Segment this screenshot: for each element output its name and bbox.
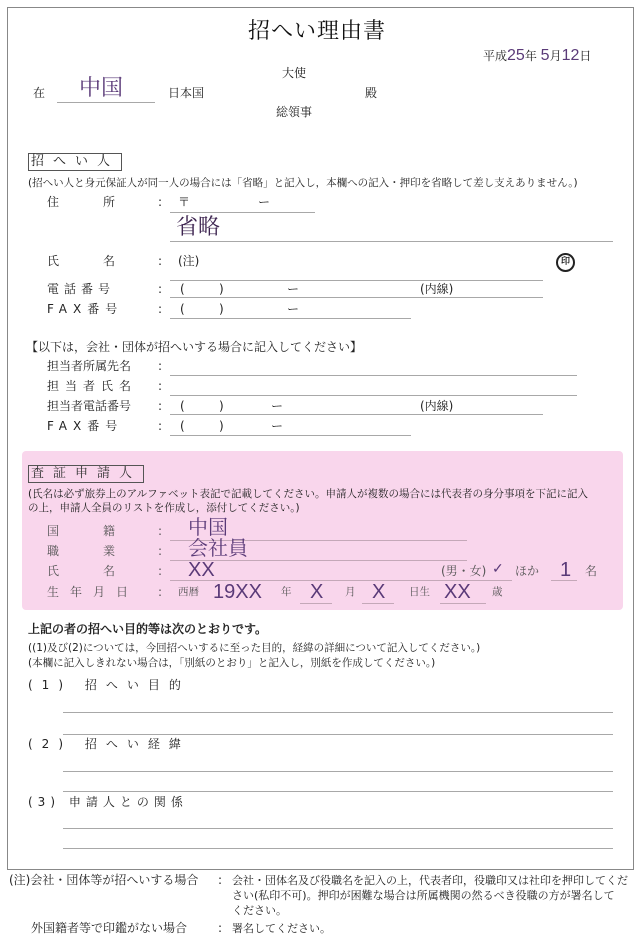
age-unit: 歳 [492, 586, 503, 598]
footnote-text1-line2: さい(私印不可)。押印が困難な場合は所属機関の然るべき役職の方が署名して [232, 889, 615, 902]
gender-check-mark-icon: ✓ [492, 560, 504, 576]
fax-dash: ー [287, 302, 300, 316]
footnote-text1-line1: 会社・団体名及び役職名を記入の上，代表者印，役職印又は社印を押印してくだ [232, 874, 628, 887]
birth-month-line [300, 603, 332, 604]
addressee-japan: 日本国 [168, 86, 205, 100]
addressee-honorific: 殿 [365, 86, 378, 100]
addressee-country[interactable]: 中国 [79, 75, 124, 100]
company-fax-line[interactable] [170, 435, 411, 436]
company-phone-line[interactable] [170, 414, 543, 415]
occupation-label: 職 業 [47, 544, 118, 558]
purpose-item3-line2[interactable] [63, 848, 613, 849]
inviter-fax-label: FAX番号 [47, 302, 124, 316]
form-title: 招へい理由書 [248, 19, 387, 44]
nationality-label: 国 籍 [47, 524, 118, 538]
address-line [170, 241, 613, 242]
company-affiliation-label: 担当者所属先名 [47, 359, 132, 373]
footnote-text1-line3: ください。 [232, 904, 287, 917]
colon: : [158, 359, 163, 373]
purpose-item3-line1[interactable] [63, 828, 613, 829]
birth-era: 西暦 [178, 586, 199, 598]
purpose-note1: ((1)及び(2)については，今回招へいするに至った目的，経緯の詳細について記入してください。) [28, 642, 481, 654]
inviter-name-line[interactable] [170, 280, 543, 281]
colon: : [158, 302, 163, 316]
address-value[interactable]: 省略 [176, 214, 221, 239]
date [483, 47, 591, 65]
date-day-unit: 日 [579, 49, 592, 63]
inviter-phone-line[interactable] [170, 297, 543, 298]
purpose-item2-label: (2) 招へい経緯 [28, 737, 190, 751]
date-month-unit: 月 [549, 49, 562, 63]
addressee-prefix: 在 [33, 86, 46, 100]
year-unit: 年 [281, 586, 292, 598]
applicant-name-label: 氏 名 [47, 564, 118, 578]
day-unit: 日生 [409, 586, 430, 598]
phone-dash: ー [271, 399, 284, 413]
colon: : [158, 195, 163, 209]
date-year: 25 [507, 47, 525, 64]
seal-icon: 印 [556, 253, 575, 272]
colon: : [158, 282, 163, 296]
addressee-country-line [57, 102, 155, 103]
fax-dash: ー [271, 419, 284, 433]
applicant-heading: 査証申請人 [28, 465, 144, 483]
colon: : [218, 921, 223, 935]
inviter-address-label: 住 所 [47, 195, 118, 209]
footnote-text2: 署名してください。 [232, 922, 331, 935]
paren-close: ) [219, 419, 224, 433]
birth-day[interactable]: X [372, 581, 386, 603]
applicant-note-line2: の上，申請人全員のリストを作成し，添付してください。) [28, 502, 300, 514]
date-era: 平成 [483, 49, 508, 63]
paren-open: ( [180, 302, 185, 316]
postal-mark: 〒 [178, 195, 191, 209]
gender-options[interactable]: (男・女) [441, 564, 487, 578]
others-unit: 名 [585, 564, 598, 578]
date-month: 5 [540, 47, 550, 64]
postal-dash: ー [258, 195, 271, 209]
purpose-item1-line1[interactable] [63, 712, 613, 713]
addressee-consul-general: 総領事 [276, 105, 313, 119]
birth-month[interactable]: X [310, 581, 324, 603]
company-phone-label: 担当者電話番号 [47, 399, 132, 413]
name-note: (注) [178, 254, 200, 268]
phone-dash: ー [287, 282, 300, 296]
birth-day-line [362, 603, 394, 604]
company-fax-label: FAX番号 [47, 419, 124, 433]
paren-close: ) [219, 302, 224, 316]
colon: : [158, 399, 163, 413]
colon: : [158, 379, 163, 393]
purpose-item1-line2[interactable] [63, 734, 613, 735]
applicant-name-value[interactable]: XX [188, 559, 215, 581]
purpose-item3-label: (3) 申請人との関係 [28, 795, 188, 809]
occupation-value[interactable]: 会社員 [188, 538, 248, 560]
paren-open: ( [180, 419, 185, 433]
extension-label: (内線) [420, 399, 454, 413]
paren-open: ( [180, 282, 185, 296]
inviter-note: (招へい人と身元保証人が同一人の場合には「省略」と記入し，本欄への記入・押印を省略して差し支えありません。) [28, 177, 578, 189]
colon: : [158, 544, 163, 558]
colon: : [158, 419, 163, 433]
purpose-intro: 上記の者の招へい目的等は次のとおりです。 [28, 622, 268, 636]
paren-open: ( [180, 399, 185, 413]
company-person-label: 担当者氏名 [47, 379, 138, 393]
purpose-note2: (本欄に記入しきれない場合は，「別紙のとおり」と記入し，別紙を作成してください。) [28, 657, 436, 669]
others-label: ほか [515, 564, 540, 578]
footnote-label1: (注)会社・団体等が招へいする場合 [9, 873, 199, 887]
month-unit: 月 [345, 586, 356, 598]
inviter-heading: 招へい人 [28, 153, 122, 171]
purpose-item2-line1[interactable] [63, 771, 613, 772]
addressee-ambassador: 大使 [282, 66, 307, 80]
purpose-item2-line2[interactable] [63, 791, 613, 792]
birth-label: 生年月日 [47, 585, 140, 599]
age-line [440, 603, 486, 604]
purpose-item1-label: (1) 招へい目的 [28, 678, 190, 692]
extension-label: (内線) [420, 282, 454, 296]
company-affiliation-line[interactable] [170, 375, 577, 376]
paren-close: ) [219, 282, 224, 296]
age-value[interactable]: XX [444, 581, 471, 603]
date-day: 12 [561, 47, 580, 64]
applicant-note-line1: (氏名は必ず旅券上のアルファベット表記で記載してください。申請人が複数の場合には代表者の身分事項を下記に記入 [28, 488, 588, 500]
colon: : [158, 524, 163, 538]
colon: : [158, 564, 163, 578]
company-person-line[interactable] [170, 395, 577, 396]
postal-line[interactable] [170, 212, 315, 213]
others-count[interactable]: 1 [560, 559, 572, 581]
nationality-value[interactable]: 中国 [188, 517, 228, 539]
paren-close: ) [219, 399, 224, 413]
company-note: 【以下は，会社・団体が招へいする場合に記入してください】 [26, 340, 363, 354]
birth-year[interactable]: 19XX [213, 581, 262, 603]
date-year-unit: 年 [524, 49, 537, 63]
colon: : [158, 585, 163, 599]
inviter-fax-line[interactable] [170, 318, 411, 319]
inviter-name-label: 氏 名 [47, 254, 118, 268]
colon: : [158, 254, 163, 268]
inviter-phone-label: 電話番号 [47, 282, 116, 296]
footnote-label2: 外国籍者等で印鑑がない場合 [31, 921, 188, 935]
colon: : [218, 873, 223, 887]
others-count-line [551, 580, 577, 581]
